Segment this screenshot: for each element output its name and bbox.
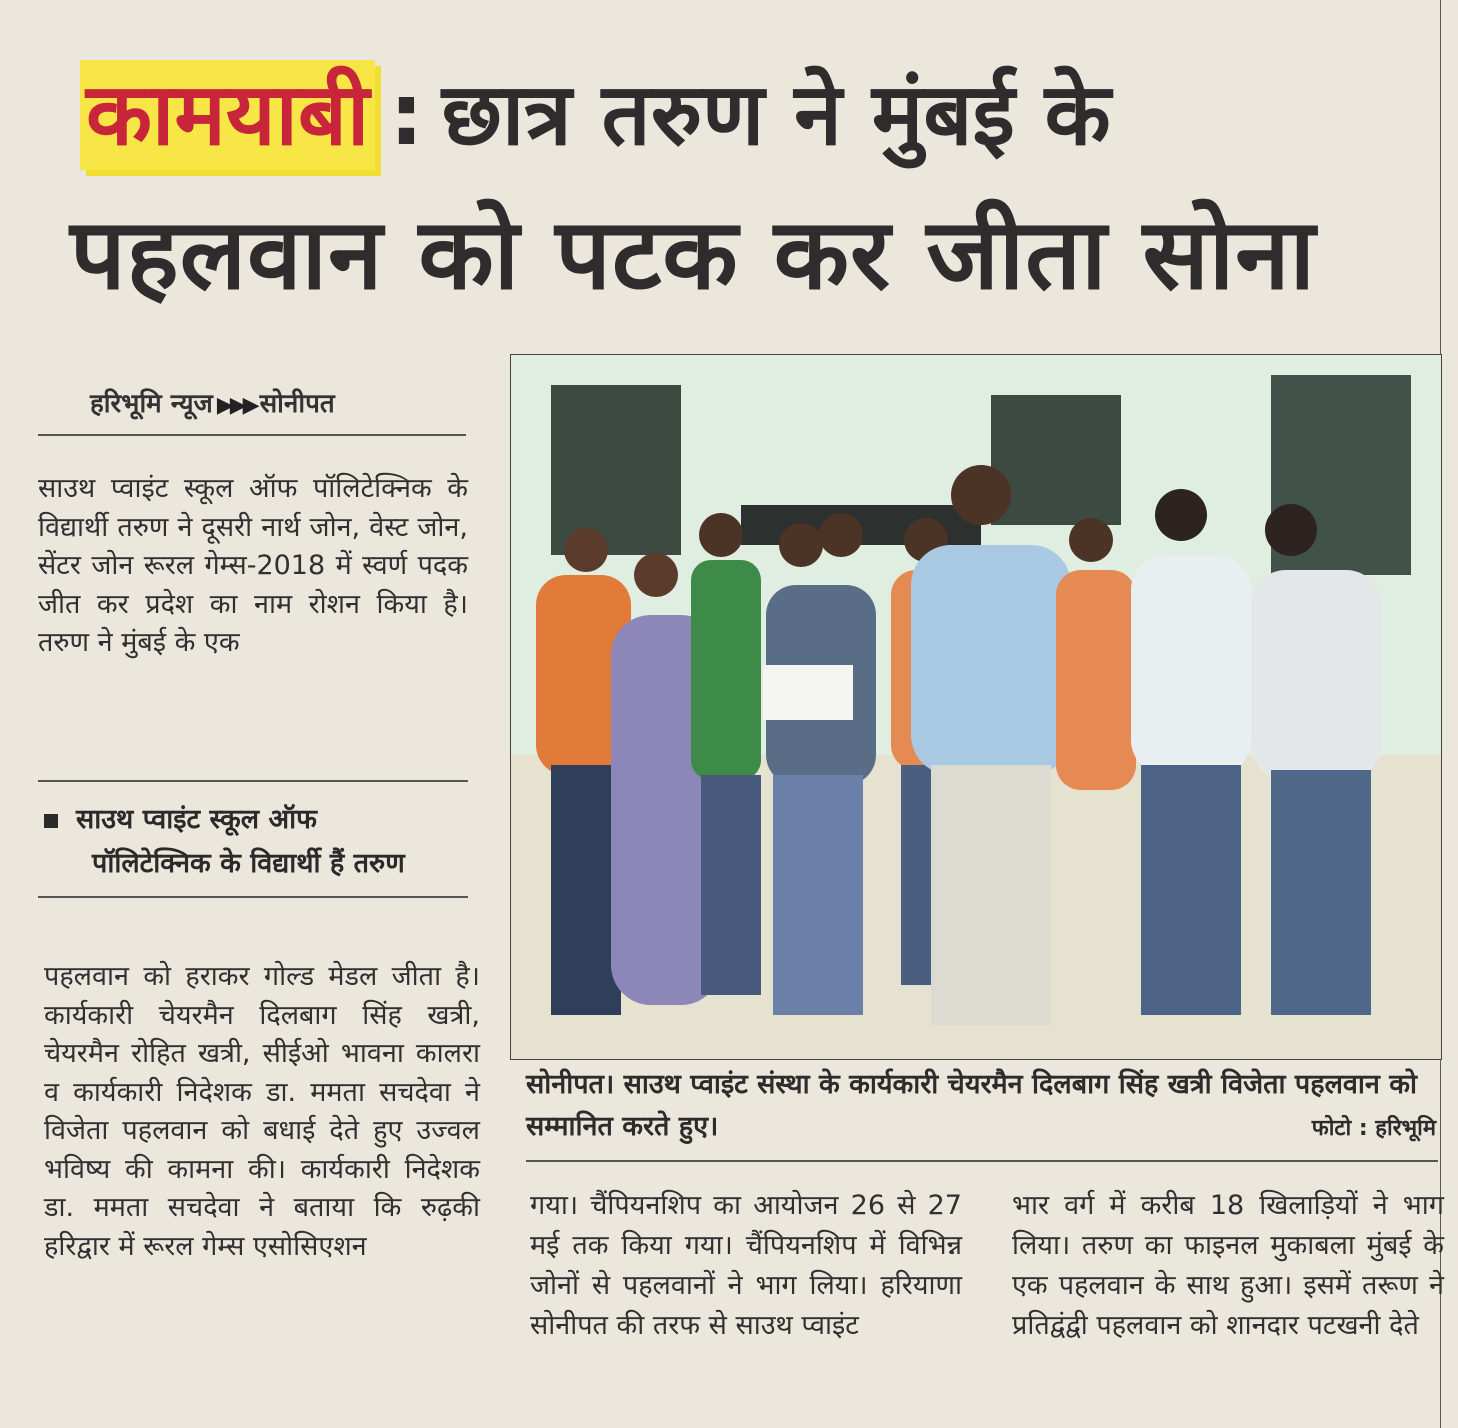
- highlight-box: [44, 798, 464, 886]
- photo-credit: फोटो : हरिभूमि: [1311, 1116, 1436, 1141]
- byline-city: सोनीपत: [259, 389, 335, 419]
- news-photo: [510, 354, 1442, 1060]
- headline-line-2: पहलवान को पटक कर जीता सोना: [70, 198, 1317, 312]
- intro-paragraph: साउथ प्वाइंट स्कूल ऑफ पॉलिटेक्निक के विद्यार्थी तरुण ने दूसरी नार्थ जोन, वेस्ट जोन, सेंटर जोन रूरल गेम्स-2018 में स्वर्ण पदक जीत कर प्रदेश का नाम रोशन किया है। तरुण ने मुंबई के एक: [38, 473, 468, 658]
- caption-rule: [526, 1160, 1438, 1162]
- headline-text-1: छात्र तरुण ने मुंबई के: [441, 65, 1111, 165]
- group-photo-illustration: [511, 355, 1441, 1059]
- byline-arrows-icon: ▶▶▶: [216, 393, 256, 418]
- highlight-top-rule: [38, 780, 468, 782]
- headline-line-1: [80, 60, 1420, 170]
- photo-caption: सोनीपत। साउथ प्वाइंट संस्था के कार्यकारी चेयरमैन दिलबाग सिंह खत्री विजेता पहलवान को सम्मानित करते हुए।: [526, 1069, 1417, 1142]
- headline-kicker: कामयाबी: [80, 60, 375, 170]
- highlight-line-1: साउथ प्वाइंट स्कूल ऑफ: [76, 804, 317, 835]
- byline: [90, 384, 470, 424]
- highlight-bottom-rule: [38, 896, 468, 898]
- bullet-square-icon: [44, 814, 58, 828]
- highlight-line-2: पॉलिटेक्निक के विद्यार्थी हैं तरुण: [92, 848, 405, 879]
- right-column-paragraph: भार वर्ग में करीब 18 खिलाड़ियों ने भाग लिया। तरुण का फाइनल मुकाबला मुंबई के एक पहलवान के साथ हुआ। इसमें तरूण ने प्रतिद्वंद्वी पहलवान को शानदार पटखनी देते: [1012, 1190, 1444, 1341]
- headline-separator: :: [389, 65, 424, 165]
- byline-rule: [38, 434, 466, 436]
- middle-column-paragraph: गया। चैंपियनशिप का आयोजन 26 से 27 मई तक किया गया। चैंपियनशिप में विभिन्न जोनों से पहलवानों ने भाग लिया। हरियाणा सोनीपत की तरफ से साउथ प्वाइंट: [530, 1190, 962, 1341]
- left-column-paragraph: पहलवान को हराकर गोल्ड मेडल जीता है। कार्यकारी चेयरमैन दिलबाग सिंह खत्री, चेयरमैन रोहित खत्री, सीईओ भावना कालरा व कार्यकारी निदेशक डा. ममता सचदेवा ने विजेता पहलवान को बधाई देते हुए उज्वल भविष्य की कामना की। कार्यकारी निदेशक डा. ममता सचदेवा ने बताया कि रुढ़की हरिद्वार में रूरल गेम्स एसोसिएशन: [44, 961, 480, 1262]
- byline-source: हरिभूमि न्यूज: [90, 389, 213, 419]
